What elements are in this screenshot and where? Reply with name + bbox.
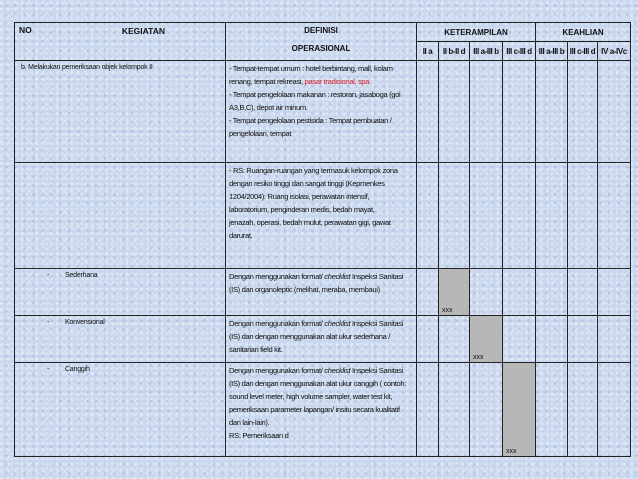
level-col-3: III a-III b bbox=[470, 42, 503, 61]
header-no-label: NO bbox=[19, 25, 32, 35]
row-canggih-kegiatan bbox=[15, 363, 226, 457]
def-line: laboratorium, penginderan medis, bedah mayat, bbox=[229, 205, 375, 214]
level-cell bbox=[439, 363, 470, 457]
table-row bbox=[15, 269, 631, 316]
def-text: Inspeksi Sanitasi bbox=[350, 319, 404, 328]
level-cell-marked bbox=[503, 363, 536, 457]
table-row bbox=[15, 163, 631, 269]
def-line: darurat, bbox=[229, 231, 253, 240]
def-text: Inspeksi Sanitasi bbox=[350, 272, 404, 281]
level-cell bbox=[568, 316, 598, 363]
level-cell bbox=[503, 61, 536, 163]
level-col-1: II a bbox=[417, 42, 439, 61]
level-cell bbox=[536, 363, 568, 457]
level-col-5: III a-III b bbox=[536, 42, 568, 61]
def-text: Dengan menggunakan format/ bbox=[229, 366, 325, 375]
def-line: sanitarian field kit. bbox=[229, 345, 283, 354]
level-cell bbox=[503, 269, 536, 316]
table-row bbox=[15, 61, 631, 163]
bullet-dash: - bbox=[47, 272, 50, 279]
level-cell bbox=[503, 316, 536, 363]
def-line: - Tempat pengelolaan pestisida : Tempat pembuatan / bbox=[229, 116, 392, 125]
level-col-4: III c-III d bbox=[503, 42, 536, 61]
header-no bbox=[15, 23, 226, 61]
level-cell bbox=[568, 269, 598, 316]
def-text: Dengan menggunakan format/ bbox=[229, 272, 325, 281]
level-cell bbox=[417, 363, 439, 457]
def-line: - RS: Ruangan-ruangan yang termasuk kelompok zona bbox=[229, 166, 398, 175]
def-line: - Tempat-tempat umum : hotel berbintang, mall, kolam bbox=[229, 64, 393, 73]
level-cell-marked bbox=[439, 269, 470, 316]
def-line: sound level meter, high volume sampler, water test kit, bbox=[229, 392, 393, 401]
row-label: Sederhana bbox=[65, 272, 98, 279]
level-cell bbox=[417, 163, 439, 269]
level-cell bbox=[470, 163, 503, 269]
def-italic: checklist bbox=[324, 272, 351, 281]
level-cell bbox=[568, 163, 598, 269]
level-cell bbox=[598, 61, 631, 163]
header-keterampilan: KETERAMPILAN bbox=[417, 23, 536, 42]
bullet-dash: - bbox=[47, 319, 50, 326]
table-row bbox=[15, 363, 631, 457]
level-mark: xxx bbox=[442, 307, 453, 314]
row-label: Konvensional bbox=[65, 319, 105, 326]
def-italic: checklist bbox=[324, 319, 351, 328]
level-cell bbox=[598, 269, 631, 316]
level-cell bbox=[598, 163, 631, 269]
def-line: 1204/2004): Ruang isolasi, perawatan intensif, bbox=[229, 192, 370, 201]
level-cell bbox=[536, 163, 568, 269]
def-line-highlight: pasar tradisional, spa. bbox=[304, 77, 371, 86]
def-text: Inspeksi Sanitasi bbox=[350, 366, 404, 375]
def-line: pengelolaan, tempat bbox=[229, 129, 292, 138]
def-line: (IS) dan organoleptic (melihat, meraba, membaui) bbox=[229, 285, 380, 294]
def-text: Dengan menggunakan format/ bbox=[229, 319, 325, 328]
level-cell bbox=[598, 363, 631, 457]
competency-table bbox=[14, 22, 631, 457]
level-mark: xxx bbox=[473, 354, 484, 361]
def-line: jenazah, operasi, bedah mulut, perawatan gigi, gawat bbox=[229, 218, 391, 227]
def-line: (IS) dan dengan menggunakan alat ukur canggih ( contoh: bbox=[229, 379, 407, 388]
level-cell bbox=[598, 316, 631, 363]
level-cell bbox=[568, 61, 598, 163]
row-b-kegiatan: b. Melakukan pemeriksaan objek kelompok II bbox=[15, 61, 226, 163]
row-canggih-definisi bbox=[226, 363, 417, 457]
def-line: dengan resiko tinggi dan sangat tinggi (Kepmenkes bbox=[229, 179, 385, 188]
def-line: (IS) dan dengan menggunakan alat ukur sederhana / bbox=[229, 332, 391, 341]
header-definisi-line1: DEFINISI bbox=[304, 26, 338, 35]
level-col-2: II b-II d bbox=[439, 42, 470, 61]
level-cell bbox=[536, 269, 568, 316]
def-line: A3,B,C), depot air minum. bbox=[229, 103, 308, 112]
row-b-definisi bbox=[226, 61, 417, 163]
level-cell-marked bbox=[470, 316, 503, 363]
def-line: dan lain-lain). bbox=[229, 418, 270, 427]
header-definisi bbox=[226, 23, 417, 61]
level-cell bbox=[536, 316, 568, 363]
level-col-7: IV a-IVc bbox=[598, 42, 631, 61]
row-sederhana-definisi bbox=[226, 269, 417, 316]
row-rs-definisi bbox=[226, 163, 417, 269]
header-kegiatan-label: KEGIATAN bbox=[121, 26, 165, 36]
def-line: RS: Pemeriksaan d bbox=[229, 431, 289, 440]
level-col-6: III c-III d bbox=[568, 42, 598, 61]
table-row bbox=[15, 316, 631, 363]
level-cell bbox=[417, 316, 439, 363]
level-cell bbox=[536, 61, 568, 163]
row-konvensional-definisi bbox=[226, 316, 417, 363]
level-cell bbox=[439, 61, 470, 163]
def-italic: checklist bbox=[324, 366, 351, 375]
def-line: - Tempat pengelolaan makanan : restoran, jasaboga (gol bbox=[229, 90, 401, 99]
level-cell bbox=[439, 316, 470, 363]
def-line: renang, tempat rekreasi, bbox=[229, 77, 305, 86]
level-cell bbox=[417, 61, 439, 163]
level-cell bbox=[568, 363, 598, 457]
level-mark: xxx bbox=[506, 448, 517, 455]
level-cell bbox=[470, 61, 503, 163]
level-cell bbox=[470, 269, 503, 316]
row-konvensional-kegiatan bbox=[15, 316, 226, 363]
def-line: pemeriksaan parameter lapangan/ insitu secara kualitatif bbox=[229, 405, 400, 414]
level-cell bbox=[503, 163, 536, 269]
level-cell bbox=[470, 363, 503, 457]
row-rs-kegiatan bbox=[15, 163, 226, 269]
level-cell bbox=[439, 163, 470, 269]
row-label: Canggih bbox=[65, 366, 90, 373]
header-keahlian: KEAHLIAN bbox=[536, 23, 631, 42]
level-cell bbox=[417, 269, 439, 316]
bullet-dash: - bbox=[47, 366, 50, 373]
header-definisi-line2: OPERASIONAL bbox=[291, 44, 351, 53]
row-sederhana-kegiatan bbox=[15, 269, 226, 316]
